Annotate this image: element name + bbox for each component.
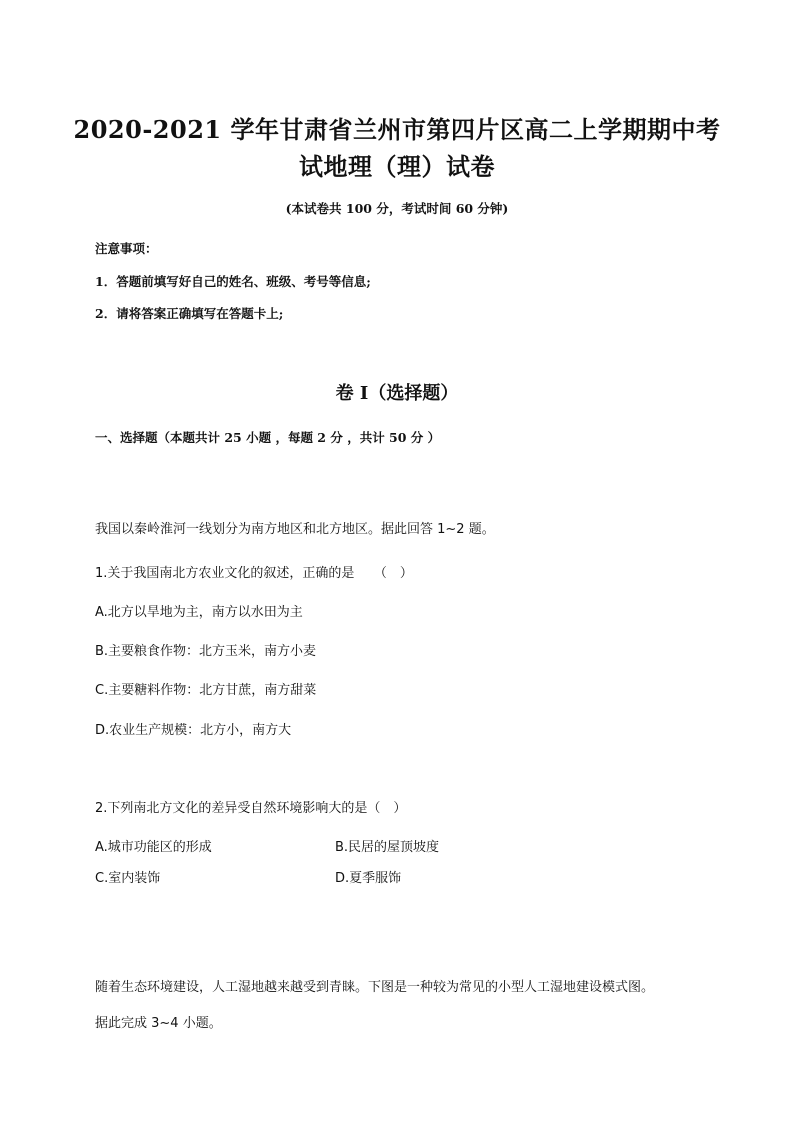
notice-item: 2．请将答案正确填写在答题卡上;: [95, 306, 284, 321]
question-2-option-b: B.民居的屋顶坡度: [335, 840, 440, 855]
exam-subtitle: (本试卷共 100 分，考试时间 60 分钟): [285, 201, 509, 216]
question-2-stem: 2.下列南北方文化的差异受自然环境影响大的是（ ）: [95, 801, 407, 816]
question-2-option-d: D.夏季服饰: [335, 871, 402, 886]
notice-heading: 注意事项：: [95, 241, 158, 256]
question-1-option-d: D.农业生产规模：北方小，南方大: [95, 723, 292, 738]
question-1-option-a: A.北方以旱地为主，南方以水田为主: [95, 605, 303, 620]
question-1-option-b: B.主要粮食作物：北方玉米，南方小麦: [95, 644, 317, 659]
question-1-option-c: C.主要糖料作物：北方甘蔗，南方甜菜: [95, 683, 317, 698]
exam-title-line-1: 2020-2021 学年甘肃省兰州市第四片区高二上学期期中考: [73, 115, 721, 144]
question-2-option-a: A.城市功能区的形成: [95, 840, 212, 855]
passage-2-line-2: 据此完成 3~4 小题。: [95, 1016, 222, 1031]
question-1-stem: 1.关于我国南北方农业文化的叙述，正确的是 （ ）: [95, 566, 413, 581]
passage-1: 我国以秦岭淮河一线划分为南方地区和北方地区。据此回答 1~2 题。: [95, 522, 495, 537]
exam-title-line-2: 试地理（理）试卷: [299, 152, 495, 181]
passage-2-line-1: 随着生态环境建设，人工湿地越来越受到青睐。下图是一种较为常见的小型人工湿地建设模式图。: [95, 980, 655, 995]
section-title: 卷 I（选择题）: [335, 383, 459, 404]
question-2-option-c: C.室内装饰: [95, 871, 161, 886]
notice-item: 1．答题前填写好自己的姓名、班级、考号等信息;: [95, 274, 371, 289]
part-heading: 一、选择题（本题共计 25 小题 ，每题 2 分 ，共计 50 分 ）: [95, 430, 441, 445]
